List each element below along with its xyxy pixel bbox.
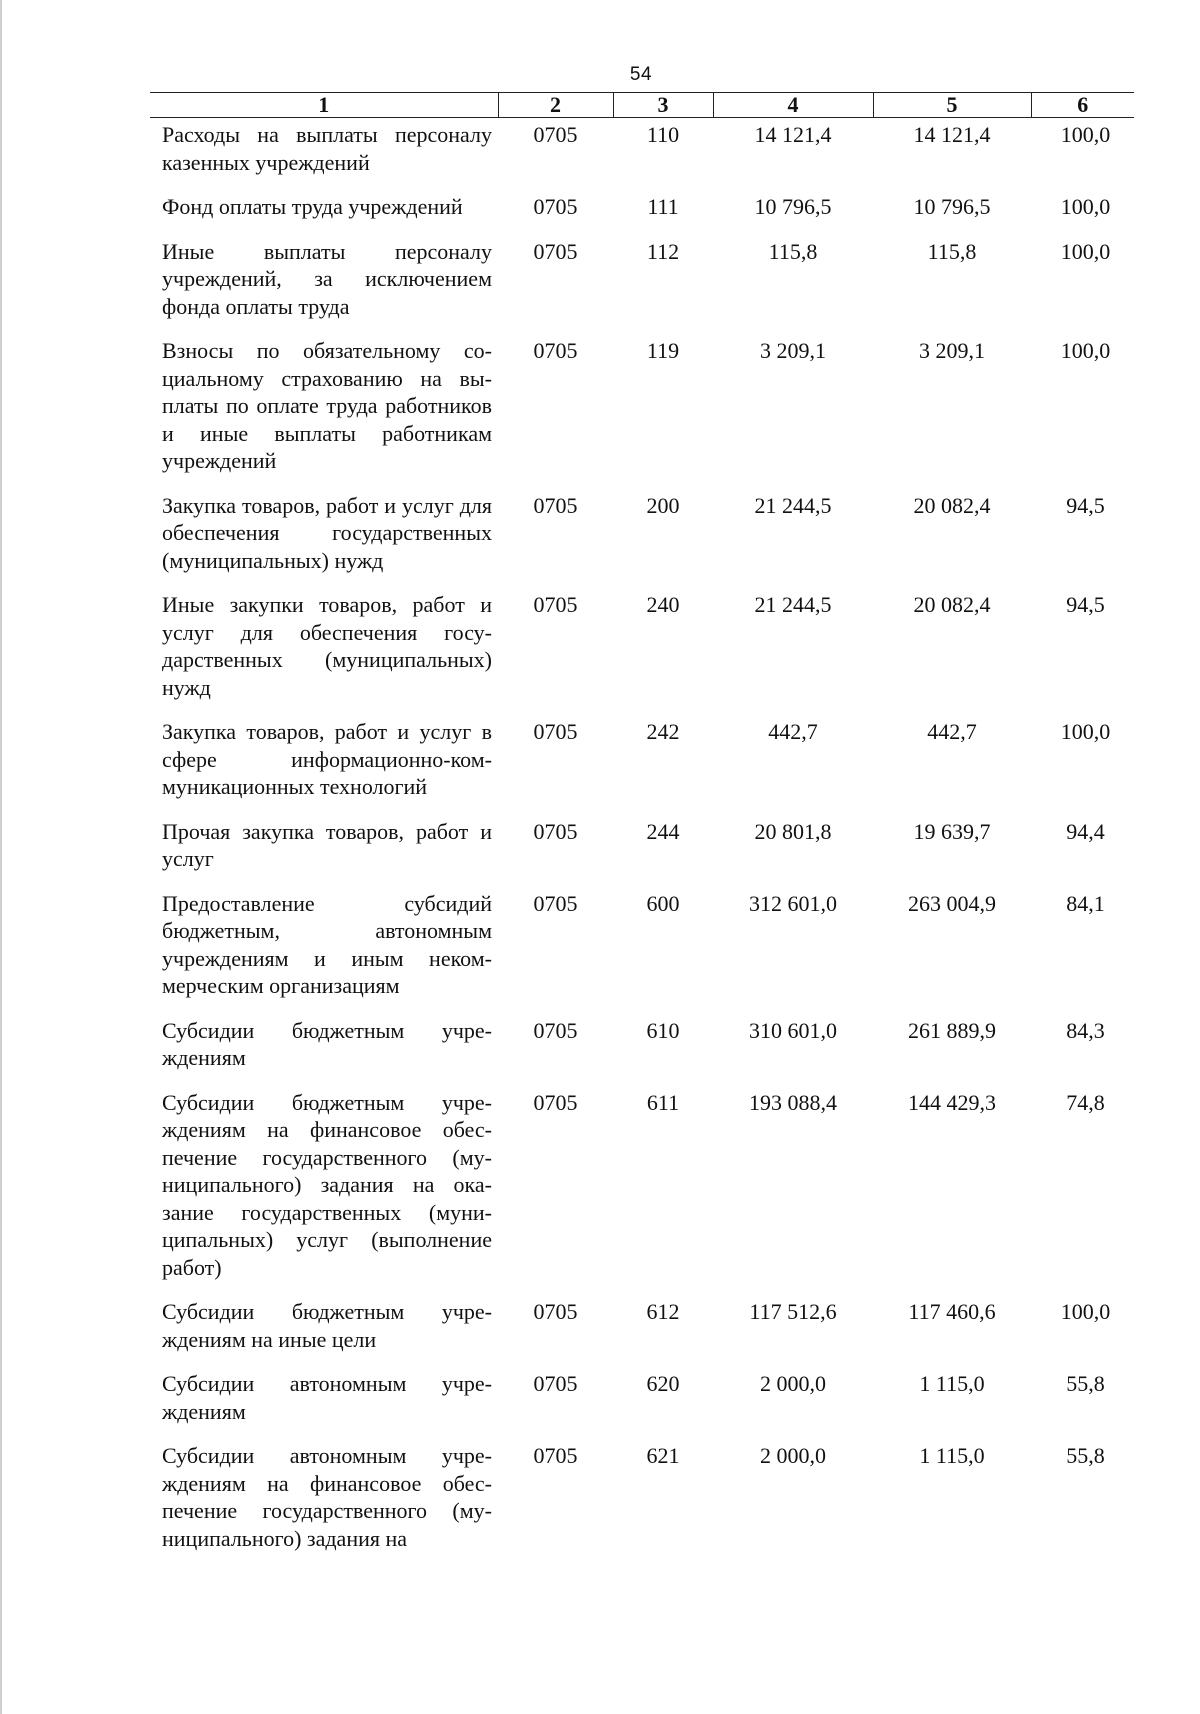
percent-cell: 94,5 (1066, 592, 1105, 617)
column-header-5: 5 (873, 93, 1031, 118)
section-code-cell: 0705 (533, 194, 578, 219)
table-row (150, 887, 1134, 1014)
planned-amount-cell: 442,7 (768, 719, 818, 744)
percent-cell: 100,0 (1060, 238, 1111, 264)
section-code-cell: 0705 (533, 122, 578, 147)
column-header-2: 2 (498, 93, 613, 118)
row-name-cell: Субсидии автономным учреждениям (162, 1371, 492, 1424)
row-name-cell: Субсидии бюджетным учреждениям на иные цели (162, 1299, 492, 1352)
table-row (150, 1295, 1134, 1367)
actual-amount-cell: 20 082,4 (913, 592, 991, 617)
planned-amount-cell: 20 801,8 (754, 818, 832, 844)
actual-amount-cell: 442,7 (927, 719, 977, 744)
percent-cell: 100,0 (1060, 338, 1111, 363)
percent-cell: 84,3 (1066, 1017, 1105, 1043)
table-row (150, 588, 1134, 715)
table-row (150, 1439, 1134, 1566)
expense-type-cell: 200 (646, 492, 680, 518)
section-code-cell: 0705 (533, 1017, 578, 1043)
planned-amount-cell: 312 601,0 (749, 890, 837, 916)
row-name-cell: Субсидии бюджетным учреждениям (162, 1017, 492, 1070)
percent-cell: 100,0 (1060, 194, 1111, 219)
planned-amount-cell: 3 209,1 (760, 338, 826, 363)
actual-amount-cell: 144 429,3 (908, 1089, 996, 1115)
planned-amount-cell: 10 796,5 (754, 194, 832, 219)
actual-amount-cell: 10 796,5 (913, 194, 991, 219)
row-name-cell: Иные выплаты персоналу учреждений, за исключением фонда оплаты труда (162, 238, 492, 319)
planned-amount-cell: 21 244,5 (754, 592, 832, 617)
row-name-cell: Прочая закупка товаров, работ и услуг (162, 818, 492, 871)
actual-amount-cell: 14 121,4 (913, 122, 991, 147)
header-row (150, 93, 1134, 118)
column-header-1: 1 (150, 93, 498, 118)
planned-amount-cell: 310 601,0 (749, 1017, 837, 1043)
table-row (150, 118, 1134, 191)
column-header-4: 4 (713, 93, 873, 118)
expense-type-cell: 600 (646, 890, 680, 916)
section-code-cell: 0705 (533, 818, 578, 844)
section-code-cell: 0705 (533, 592, 578, 617)
section-code-cell: 0705 (533, 890, 578, 916)
table-row (150, 235, 1134, 335)
expense-type-cell: 610 (646, 1017, 680, 1043)
row-name-cell: Субсидии бюджетным учреждениям на финансовое обеспечение государственного (муниципального) задания на оказание государственных (муниципальных) услуг (выполнение работ) (162, 1089, 492, 1280)
percent-cell: 94,5 (1066, 492, 1105, 518)
expense-type-cell: 112 (646, 238, 680, 264)
budget-table-container (150, 92, 1134, 1566)
planned-amount-cell: 193 088,4 (749, 1089, 837, 1115)
row-name-cell: Взносы по обязательному социальному страхованию на выплаты по оплате труда работников и иные выплаты работникам учреждений (162, 338, 492, 473)
section-code-cell: 0705 (533, 719, 578, 744)
page-left-edge (0, 0, 2, 1714)
table-row (150, 489, 1134, 589)
row-name-cell: Закупка товаров, работ и услуг для обеспечения государственных (муниципальных) нужд (162, 492, 492, 573)
table-row (150, 1014, 1134, 1086)
section-code-cell: 0705 (533, 1089, 578, 1115)
percent-cell: 84,1 (1066, 890, 1105, 916)
table-row (150, 334, 1134, 489)
actual-amount-cell: 3 209,1 (919, 338, 985, 363)
section-code-cell: 0705 (533, 1299, 578, 1324)
percent-cell: 74,8 (1066, 1089, 1105, 1115)
expense-type-cell: 612 (646, 1299, 680, 1324)
table-row (150, 1367, 1134, 1439)
table-header (150, 93, 1134, 118)
column-header-6: 6 (1031, 93, 1134, 118)
section-code-cell: 0705 (533, 1443, 578, 1468)
planned-amount-cell: 14 121,4 (754, 122, 832, 147)
section-code-cell: 0705 (533, 1371, 578, 1396)
row-name-cell: Расходы на выплаты персоналу казенных учреждений (162, 122, 492, 175)
planned-amount-cell: 2 000,0 (760, 1443, 826, 1468)
expense-type-cell: 111 (647, 194, 679, 219)
planned-amount-cell: 117 512,6 (749, 1299, 837, 1324)
planned-amount-cell: 115,8 (768, 238, 818, 264)
row-name-cell: Предоставление субсидий бюджетным, автономным учреждениям и иным некоммерческим организациям (162, 890, 492, 998)
expense-type-cell: 611 (646, 1089, 680, 1115)
actual-amount-cell: 261 889,9 (908, 1017, 996, 1043)
actual-amount-cell: 1 115,0 (919, 1443, 985, 1468)
row-name-cell: Субсидии автономным учреждениям на финансовое обеспечение государственного (муниципального) задания на (162, 1443, 492, 1551)
actual-amount-cell: 19 639,7 (913, 818, 991, 844)
table-row (150, 1086, 1134, 1296)
section-code-cell: 0705 (533, 238, 578, 264)
percent-cell: 100,0 (1060, 122, 1111, 147)
planned-amount-cell: 21 244,5 (754, 492, 832, 518)
table-body (150, 118, 1134, 1567)
expense-type-cell: 621 (646, 1443, 680, 1468)
budget-table (150, 92, 1134, 1566)
column-header-3: 3 (613, 93, 713, 118)
percent-cell: 55,8 (1066, 1371, 1105, 1396)
expense-type-cell: 242 (646, 719, 680, 744)
planned-amount-cell: 2 000,0 (760, 1371, 826, 1396)
expense-type-cell: 110 (646, 122, 680, 147)
actual-amount-cell: 117 460,6 (908, 1299, 996, 1324)
table-row (150, 815, 1134, 887)
expense-type-cell: 119 (646, 338, 680, 363)
percent-cell: 55,8 (1066, 1443, 1105, 1468)
page-number: 54 (629, 64, 653, 85)
expense-type-cell: 244 (646, 818, 680, 844)
section-code-cell: 0705 (533, 338, 578, 363)
actual-amount-cell: 115,8 (927, 238, 977, 264)
row-name-cell: Фонд оплаты труда учреждений (162, 194, 463, 219)
actual-amount-cell: 1 115,0 (919, 1371, 985, 1396)
expense-type-cell: 240 (646, 592, 680, 617)
expense-type-cell: 620 (646, 1371, 680, 1396)
table-row (150, 715, 1134, 815)
actual-amount-cell: 20 082,4 (913, 492, 991, 518)
row-name-cell: Иные закупки товаров, работ и услуг для обеспечения государственных (муниципальных) нужд (162, 592, 492, 700)
section-code-cell: 0705 (533, 492, 578, 518)
table-row (150, 190, 1134, 235)
row-name-cell: Закупка товаров, работ и услуг в сфере информационно-коммуникационных технологий (162, 719, 492, 799)
percent-cell: 100,0 (1060, 1299, 1111, 1324)
percent-cell: 100,0 (1060, 719, 1111, 744)
percent-cell: 94,4 (1066, 818, 1105, 844)
actual-amount-cell: 263 004,9 (908, 890, 996, 916)
